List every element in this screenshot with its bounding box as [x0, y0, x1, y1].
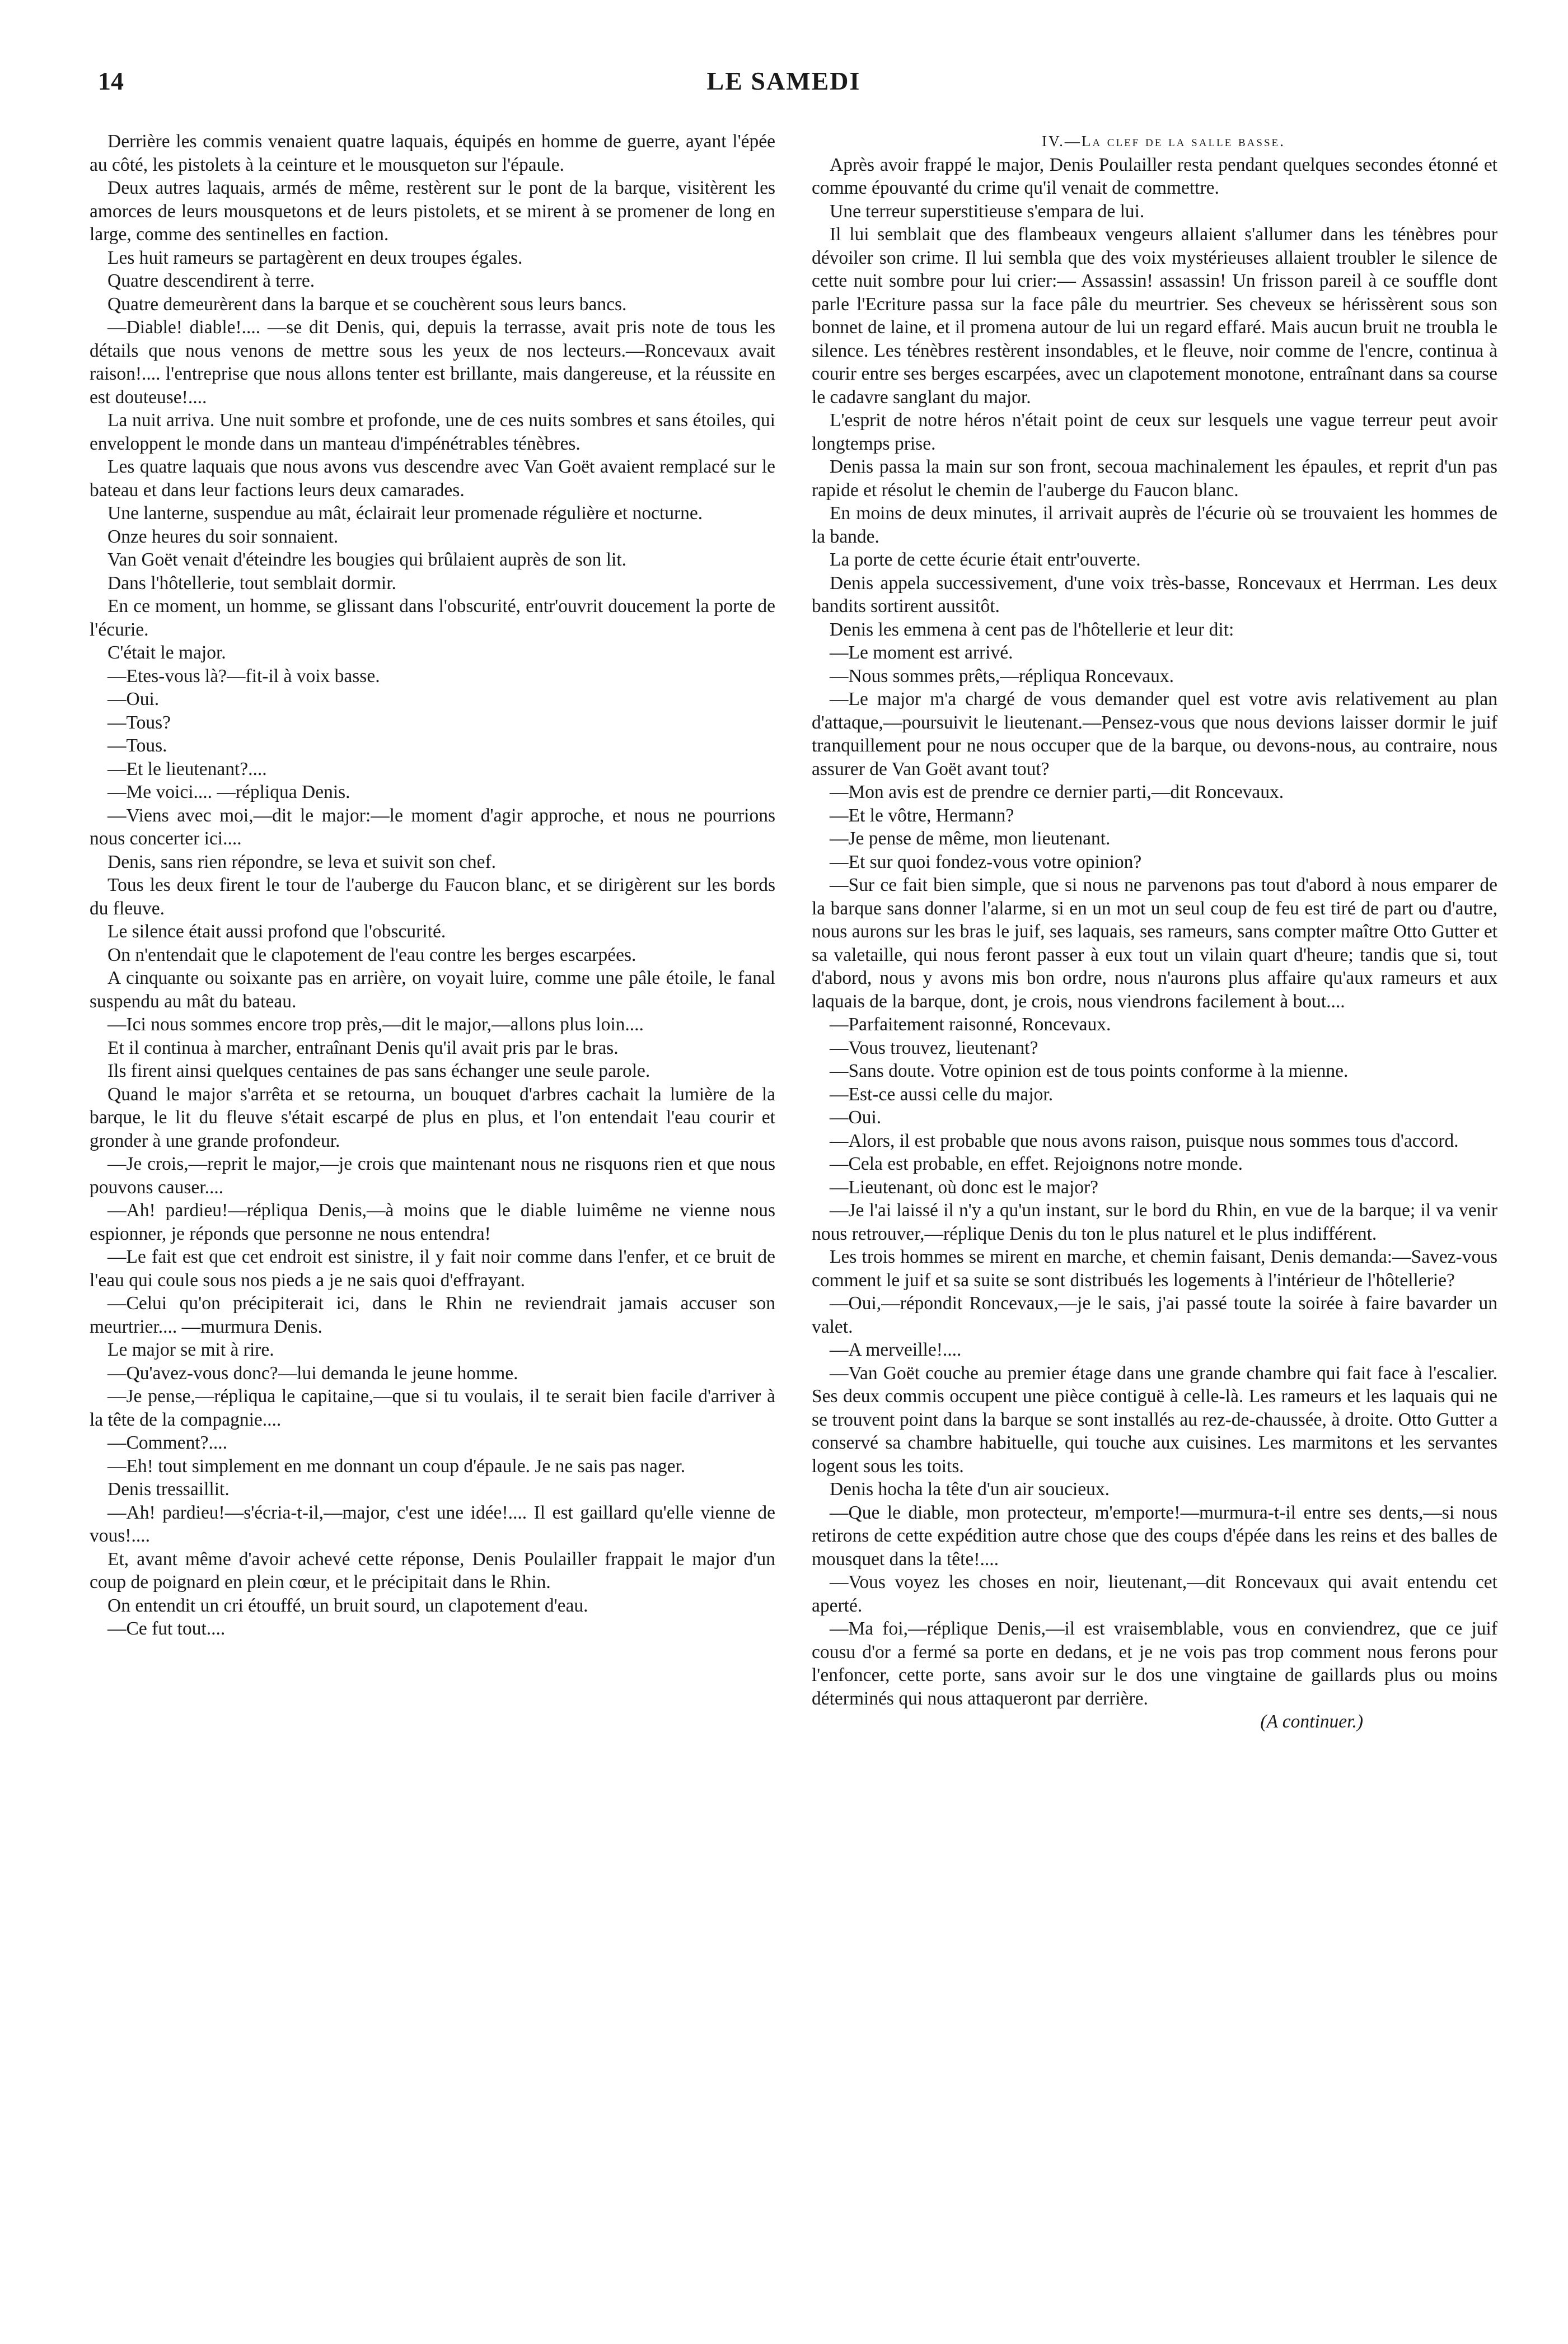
paragraph: —Mon avis est de prendre ce dernier parti,—dit Roncevaux.: [830, 782, 1284, 802]
paragraph: Tous les deux firent le tour de l'auberge du Faucon blanc, et se dirigèrent sur les bords du fleuve.: [90, 875, 775, 919]
continuation-note: (A continuer.): [1260, 1711, 1363, 1732]
paragraph: —Oui,—répondit Roncevaux,—je le sais, j'ai passé toute la soirée à faire bavarder un valet.: [812, 1293, 1497, 1337]
paragraph: —Diable! diable!.... —se dit Denis, qui, depuis la terrasse, avait pris note de tous les détails que nous venons de mettre sous les yeux de nos lecteurs.—Roncevaux avait raison!.... l'entreprise que nous allons tenter est brillante, mais dangereuse, et la réussite en est douteuse!....: [90, 317, 775, 408]
paragraph: La porte de cette écurie était entr'ouverte.: [830, 549, 1141, 570]
right-column-body: [812, 153, 1497, 1711]
paragraph: —Nous sommes prêts,—répliqua Roncevaux.: [830, 665, 1174, 687]
paragraph: —Vous trouvez, lieutenant?: [830, 1037, 1038, 1058]
left-column: [90, 130, 775, 1641]
journal-title: LE SAMEDI: [706, 67, 861, 95]
paragraph: —Ma foi,—réplique Denis,—il est vraisemblable, vous en conviendrez, que ce juif cousu d'or a fermé sa porte en dedans, et je ne vois pas trop comment nous ferons pour l'enfoncer, cette porte, sans avoir sur le dos une vingtaine de gaillards plus ou moins déterminés qui nous attaqueront par derrière.: [812, 1618, 1497, 1709]
paragraph: Les quatre laquais que nous avons vus descendre avec Van Goët avaient remplacé sur le bateau et dans leur factions leurs deux camarades.: [90, 456, 775, 501]
paragraph: La nuit arriva. Une nuit sombre et profonde, une de ces nuits sombres et sans étoiles, qui enveloppent le monde dans un manteau d'impénétrables ténèbres.: [90, 410, 775, 454]
paragraph: Quatre descendirent à terre.: [107, 270, 315, 291]
paragraph: Le silence était aussi profond que l'obscurité.: [107, 921, 446, 942]
paragraph: —Est-ce aussi celle du major.: [830, 1084, 1054, 1105]
paragraph: —Celui qu'on précipiterait ici, dans le Rhin ne reviendrait jamais accuser son meurtrier.... —murmura Denis.: [90, 1293, 775, 1337]
paragraph: —Que le diable, mon protecteur, m'emporte!—murmura-t-il entre ses dents,—si nous retirons de cette expédition autre chose que des coups d'épée dans les reins et des balles de mousquet dans la tête!....: [812, 1502, 1497, 1570]
paragraph: Une lanterne, suspendue au mât, éclairait leur promenade régulière et nocturne.: [107, 503, 703, 524]
paragraph: Dans l'hôtellerie, tout semblait dormir.: [107, 572, 396, 594]
paragraph: —Oui.: [107, 689, 160, 709]
paragraph: Il lui semblait que des flambeaux vengeurs allaient s'allumer dans les ténèbres pour dévoiler son crime. Il lui sembla que des voix mystérieuses allaient troubler le silence de cette nuit sombre pour lui crier:— Assassin! assassin! Un frisson pareil à ce souffle dont parle l'Ecriture passa sur la face pâle du meurtrier. Ses cheveux se hérissèrent sous son bonnet de laine, et il promena autour de lui un regard effaré. Mais aucun bruit ne troubla le silence. Les ténèbres restèrent insondables, et le fleuve, noir comme de l'encre, continua à courir entre ses berges escarpées, avec un clapotement monotone, entraînant dans sa course le cadavre sanglant du major.: [812, 224, 1497, 408]
paragraph: —Tous?: [107, 712, 171, 733]
paragraph: Ils firent ainsi quelques centaines de pas sans échanger une seule parole.: [107, 1061, 650, 1081]
paragraph: Une terreur superstitieuse s'empara de lui.: [830, 200, 1145, 222]
paragraph: —Le fait est que cet endroit est sinistre, il y fait noir comme dans l'enfer, et ce bruit de l'eau qui coule sous nos pieds a je ne sais quoi d'effrayant.: [90, 1246, 775, 1291]
paragraph: —Ce fut tout....: [107, 1618, 226, 1639]
section-heading: IV.—La clef de la salle basse.: [1042, 133, 1285, 150]
paragraph: Denis tressaillit.: [107, 1479, 230, 1500]
paragraph: —Le moment est arrivé.: [830, 642, 1013, 663]
paragraph: En moins de deux minutes, il arrivait auprès de l'écurie où se trouvaient les hommes de la bande.: [812, 503, 1497, 547]
paragraph: —Et le lieutenant?....: [107, 758, 267, 779]
paragraph: Denis les emmena à cent pas de l'hôtellerie et leur dit:: [830, 619, 1234, 640]
paragraph: —Ah! pardieu!—répliqua Denis,—à moins que le diable luimême ne vienne nous espionner, je réponds que personne ne nous entendra!: [90, 1200, 775, 1244]
paragraph: —Etes-vous là?—fit-il à voix basse.: [107, 665, 380, 687]
paragraph: Denis, sans rien répondre, se leva et suivit son chef.: [107, 851, 496, 872]
paragraph: Les huit rameurs se partagèrent en deux troupes égales.: [107, 247, 523, 268]
paragraph: —Et sur quoi fondez-vous votre opinion?: [830, 851, 1142, 872]
paragraph: —A merveille!....: [830, 1339, 962, 1360]
paragraph: —Van Goët couche au premier étage dans une grande chambre qui fait face à l'escalier. Ses deux commis occupent une pièce contiguë à celle-là. Les rameurs et les laquais qui ne se trouvent point dans la barque se sont installés au rez-de-chaussée, à droite. Otto Gutter a conservé sa chambre habituelle, qui touche aux cuisines. Les marmitons et les servantes logent sous les toits.: [812, 1362, 1497, 1477]
paragraph: —Comment?....: [107, 1432, 228, 1453]
paragraph: —Eh! tout simplement en me donnant un coup d'épaule. Je ne sais pas nager.: [107, 1455, 686, 1477]
paragraph: Quand le major s'arrêta et se retourna, un bouquet d'arbres cachait la lumière de la barque, le lit du fleuve s'était escarpé de plus en plus, et l'on entendait l'eau courir et gronder à une grande profondeur.: [90, 1084, 775, 1151]
paragraph: A cinquante ou soixante pas en arrière, on voyait luire, comme une pâle étoile, le fanal suspendu au mât du bateau.: [90, 968, 775, 1012]
paragraph: —Sur ce fait bien simple, que si nous ne parvenons pas tout d'abord à nous emparer de la barque sans donner l'alarme, si en un mot un seul coup de feu est tiré de part ou d'autre, nous aurons sur les bras le juif, ses laquais, ses rameurs, sans compter maître Otto Gutter et sa valetaille, qui nous feront passer à eux tout un vilain quart d'heure; tandis que si, tout d'abord, nous y avons mis bon ordre, nous n'aurons plus affaire qu'aux rameurs et aux laquais de la barque, dont, je crois, nous viendrons facilement à bout....: [812, 875, 1497, 1012]
paragraph: —Tous.: [107, 735, 167, 756]
paragraph: Denis passa la main sur son front, secoua machinalement les épaules, et reprit d'un pas rapide et résolut le chemin de l'auberge du Faucon blanc.: [812, 456, 1497, 501]
paragraph: Quatre demeurèrent dans la barque et se couchèrent sous leurs bancs.: [107, 293, 627, 315]
paragraph: —Parfaitement raisonné, Roncevaux.: [830, 1014, 1111, 1035]
paragraph: En ce moment, un homme, se glissant dans l'obscurité, entr'ouvrit doucement la porte de l'écurie.: [90, 596, 775, 640]
paragraph: —Lieutenant, où donc est le major?: [830, 1176, 1099, 1198]
paragraph: Après avoir frappé le major, Denis Poulailler resta pendant quelques secondes étonné et comme épouvanté du crime qu'il venait de commettre.: [812, 154, 1497, 198]
paragraph: Denis hocha la tête d'un air soucieux.: [830, 1479, 1110, 1500]
paragraph: —Je pense de même, mon lieutenant.: [830, 828, 1111, 849]
paragraph: Deux autres laquais, armés de même, restèrent sur le pont de la barque, visitèrent les amorces de leurs mousquetons et de leurs pistolets, et se mirent à se promener de long en large, comme des sentinelles en faction.: [90, 178, 775, 245]
paragraph: —Oui.: [830, 1107, 882, 1128]
paragraph: —Cela est probable, en effet. Rejoignons notre monde.: [830, 1154, 1243, 1174]
paragraph: Derrière les commis venaient quatre laquais, équipés en homme de guerre, ayant l'épée au côté, les pistolets à la ceinture et le mousqueton sur l'épaule.: [90, 131, 775, 175]
paragraph: —Ah! pardieu!—s'écria-t-il,—major, c'est une idée!.... Il est gaillard qu'elle vienne de vous!....: [90, 1502, 775, 1546]
paragraph: Van Goët venait d'éteindre les bougies qui brûlaient auprès de son lit.: [107, 549, 627, 570]
paragraph: —Et le vôtre, Hermann?: [830, 805, 1014, 826]
paragraph: C'était le major.: [107, 642, 226, 663]
paragraph: —Le major m'a chargé de vous demander quel est votre avis relativement au plan d'attaque,—poursuivit le lieutenant.—Pensez-vous que nous devions laisser dormir le juif tranquillement pour ne nous occuper que de la barque, ou devons-nous, au contraire, nous assurer de Van Goët avant tout?: [812, 689, 1497, 779]
paragraph: —Qu'avez-vous donc?—lui demanda le jeune homme.: [107, 1362, 518, 1384]
paragraph: —Je pense,—répliqua le capitaine,—que si tu voulais, il te serait bien facile d'arriver à la tête de la compagnie....: [90, 1386, 775, 1430]
paragraph: On entendit un cri étouffé, un bruit sourd, un clapotement d'eau.: [107, 1595, 588, 1616]
paragraph: —Sans doute. Votre opinion est de tous points conforme à la mienne.: [830, 1061, 1349, 1081]
paragraph: Et, avant même d'avoir achevé cette réponse, Denis Poulailler frappait le major d'un coup de poignard en plein cœur, et le précipitait dans le Rhin.: [90, 1548, 775, 1593]
page-number: 14: [98, 67, 124, 95]
paragraph: Le major se mit à rire.: [107, 1339, 274, 1360]
paragraph: Les trois hommes se mirent en marche, et chemin faisant, Denis demanda:—Savez-vous comment le juif et sa suite se sont distribués les logements à l'intérieur de l'hôtellerie?: [812, 1246, 1497, 1291]
paragraph: Denis appela successivement, d'une voix très-basse, Roncevaux et Herrman. Les deux bandits sortirent aussitôt.: [812, 572, 1497, 617]
paragraph: Onze heures du soir sonnaient.: [107, 526, 339, 547]
right-column: [812, 130, 1497, 1734]
paragraph: —Alors, il est probable que nous avons raison, puisque nous sommes tous d'accord.: [830, 1130, 1459, 1151]
paragraph: Et il continua à marcher, entraînant Denis qu'il avait pris par le bras.: [107, 1037, 619, 1058]
paragraph: —Vous voyez les choses en noir, lieutenant,—dit Roncevaux qui avait entendu cet aperté.: [812, 1572, 1497, 1616]
paragraph: —Viens avec moi,—dit le major:—le moment d'agir approche, et nous ne pourrions nous concerter ici....: [90, 805, 775, 849]
paragraph: On n'entendait que le clapotement de l'eau contre les berges escarpées.: [107, 944, 636, 965]
paragraph: L'esprit de notre héros n'était point de ceux sur lesquels une vague terreur peut avoir longtemps prise.: [812, 410, 1497, 454]
paragraph: —Me voici.... —répliqua Denis.: [107, 782, 350, 802]
paragraph: —Je crois,—reprit le major,—je crois que maintenant nous ne risquons rien et que nous pouvons causer....: [90, 1154, 775, 1198]
paragraph: —Ici nous sommes encore trop près,—dit le major,—allons plus loin....: [107, 1014, 644, 1035]
paragraph: —Je l'ai laissé il n'y a qu'un instant, sur le bord du Rhin, en vue de la barque; il va venir nous retrouver,—réplique Denis du ton le plus naturel et le plus indifférent.: [812, 1200, 1497, 1244]
